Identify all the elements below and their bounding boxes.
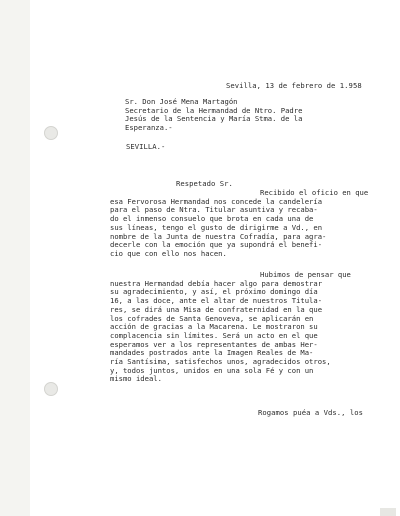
paragraph-line: cio que con ello nos hacen.: [110, 248, 227, 258]
punch-hole: [44, 382, 58, 396]
paragraph-line: los cofrades de Santa Genoveva, se aplicarán en: [110, 313, 314, 323]
paragraph-line: complacencia sin límites. Será un acto en el que: [110, 330, 318, 340]
paragraph-line: acción de gracias a la Macarena. Le mostraron su: [110, 322, 318, 332]
corner-mark: [380, 508, 396, 516]
paragraph-1: [110, 189, 368, 259]
paragraph-line: decerle con la emoción que ya supondrá el benefi-: [110, 240, 323, 250]
closing-line: Rogamos puéa a Vds., los: [258, 408, 364, 417]
recipient-line: Sr. Don José Mena Martagón: [125, 97, 238, 106]
paragraph-line: para el paso de Ntra. Titular asuntiva y recaba-: [110, 205, 318, 215]
paragraph-line: Hubimos de pensar que: [260, 270, 351, 279]
place-date: Sevilla, 13 de febrero de 1.958: [226, 81, 362, 90]
punch-hole: [44, 126, 58, 140]
paragraph-line: esa Fervorosa Hermandad nos concede la candelería: [110, 196, 323, 206]
paragraph-line: mandades postrados ante la Imagen Reales de Ma-: [110, 348, 314, 358]
recipient-block: [125, 98, 302, 133]
salutation: Respetado Sr.: [176, 179, 233, 188]
paragraph-2: [110, 271, 351, 384]
recipient-line: Jesús de la Sentencia y María Stma. de la: [125, 114, 303, 124]
recipient-line: Secretario de la Hermandad de Ntro. Padre: [125, 105, 303, 115]
city: SEVILLA.-: [126, 142, 166, 151]
paragraph-line: res, se dirá una Misa de confraternidad en la que: [110, 304, 323, 314]
paragraph-line: Recibido el oficio en que: [260, 188, 369, 197]
paragraph-line: nombre de la Junta de nuestra Cofradía, para agra-: [110, 231, 327, 241]
paragraph-line: sus líneas, tengo el gusto de dirigirme a Vd., en: [110, 222, 323, 232]
paragraph-line: 16, a las doce, ante el altar de nuestros Titula-: [110, 296, 323, 306]
paragraph-line: esperamos ver a los representantes de ambas Her-: [110, 339, 318, 349]
paragraph-line: nuestra Hermandad debía hacer algo para demostrar: [110, 278, 323, 288]
paragraph-line: do el inmenso consuelo que brota en cada una de: [110, 214, 314, 224]
recipient-line: Esperanza.-: [125, 123, 173, 133]
paragraph-line: mismo ideal.: [110, 374, 162, 384]
paragraph-line: ría Santísima, satisfechos unos, agradecidos otros,: [110, 357, 331, 367]
paragraph-line: y, todos juntos, unidos en una sola Fé y con un: [110, 365, 314, 375]
paragraph-line: su agradecimiento, y así, el próximo domingo día: [110, 287, 318, 297]
